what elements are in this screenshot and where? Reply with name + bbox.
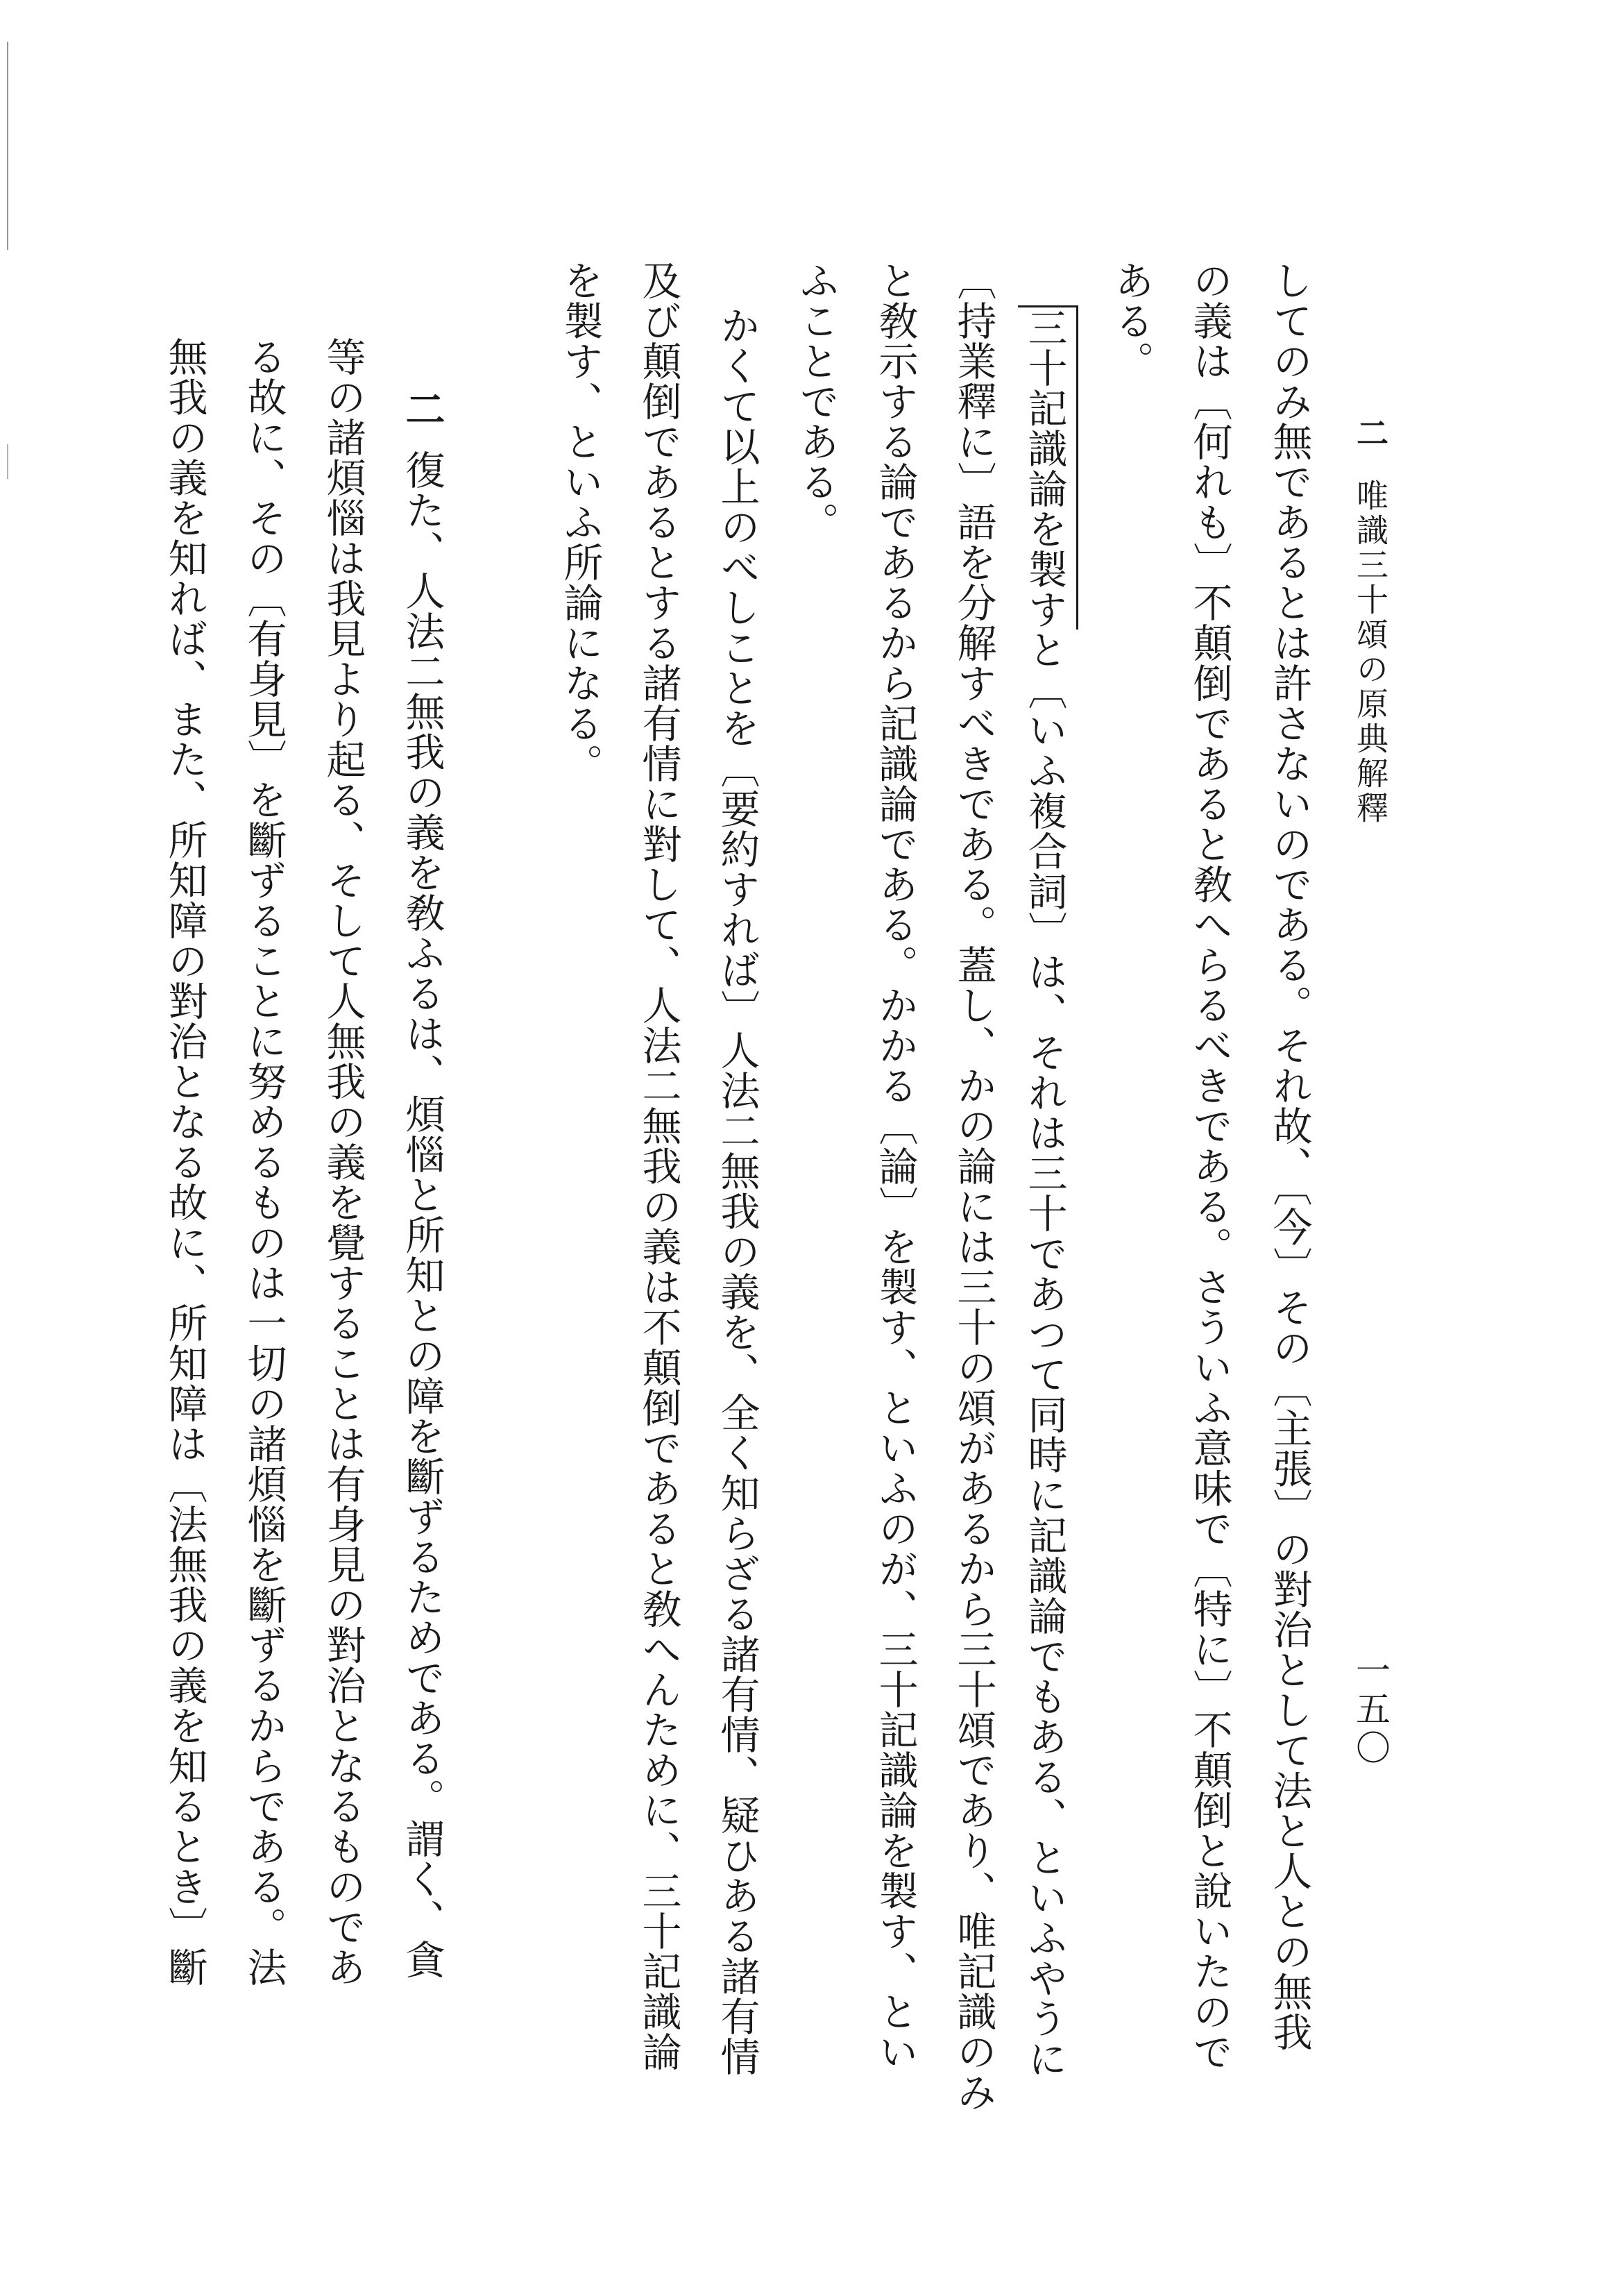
text-column-7: ふことである。	[793, 260, 839, 542]
paragraph-section-number: 二	[399, 389, 445, 429]
text-column-11-body: 復た、人法二無我の義を敎ふるは、煩惱と所知との障を斷ずるためである。謂く、貪	[399, 450, 445, 1980]
text-column-14: 無我の義を知れば、また、所知障の對治となる故に、所知障は〔法無我の義を知るとき〕斷	[162, 337, 207, 1987]
page-number: 一五〇	[1350, 1652, 1391, 1769]
text-column-11	[396, 389, 448, 1980]
running-head-title: 唯識三十頌の原典解釋	[1352, 479, 1389, 826]
text-column-6: と敎示する論であるから記識論である。かかる〔論〕を製す、といふのが、三十記識論を製す、とい	[872, 260, 918, 2072]
text-column-5: 〔持業釋に〕語を分解すべきである。蓋し、かの論には三十の頌があるから三十頌であり、唯記識のみ	[951, 260, 996, 2112]
text-column-2: の義は〔何れも〕不顛倒であると敎へらるべきである。さういふ意味で〔特に〕不顛倒と說いたので	[1187, 260, 1232, 2072]
text-column-3: ある。	[1108, 260, 1154, 381]
running-head	[1350, 416, 1391, 826]
text-column-9: 及び顛倒であるとする諸有情に對して、人法二無我の義は不顛倒であると敎へんために、三十記識論	[636, 260, 681, 2072]
text-column-13: る故に、その〔有身見〕を斷ずることに努めるものは一切の諸煩惱を斷ずるからである。法	[241, 337, 287, 1987]
scan-edge-mark	[7, 42, 11, 250]
text-column-4-body: と〔いふ複合詞〕は、それは三十であつて同時に記識論でもある、といふやうに	[1021, 630, 1067, 2079]
running-head-section-number: 二	[1352, 416, 1389, 451]
text-column-8: かくて以上のべしことを〔要約すれば〕人法二無我の義を、全く知らざる諸有情、疑ひある諸有情	[714, 305, 760, 2077]
emphasized-term: 三十記識論を製す	[1018, 305, 1078, 630]
scan-edge-mark-lower	[7, 444, 11, 479]
text-column-12: 等の諸煩惱は我見より起る、そして人無我の義を覺することは有身見の對治となるものであ	[320, 337, 366, 1987]
text-column-4	[1021, 305, 1078, 2079]
text-column-10: を製す、といふ所論になる。	[557, 260, 603, 784]
text-column-1: してのみ無であるとは許さないのである。それ故、〔今〕その〔主張〕の對治として法と人との無我	[1266, 260, 1312, 2052]
